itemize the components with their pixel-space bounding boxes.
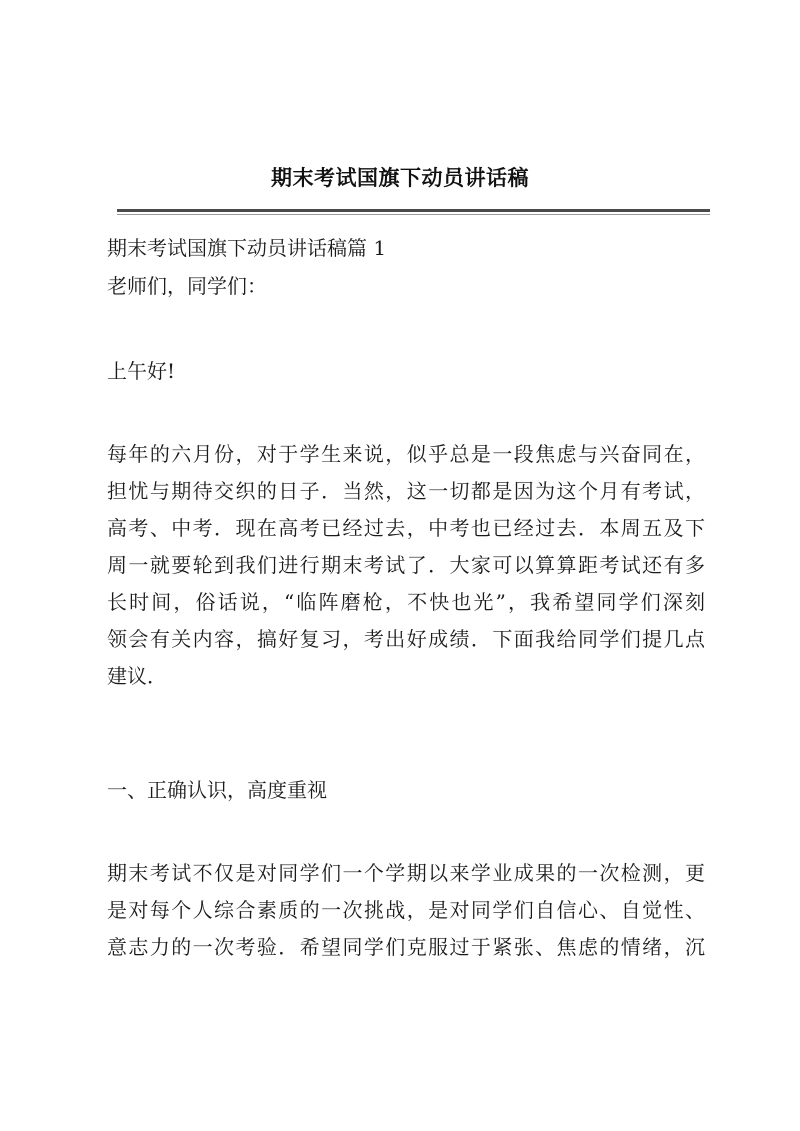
paragraph-line: 是对每个人综合素质的一次挑战，是对同学们自信心、自觉性、	[107, 898, 705, 922]
paragraph-section-1	[107, 855, 705, 966]
paragraph-line: 领会有关内容，搞好复习，考出好成绩．下面我给同学们提几点	[107, 627, 705, 651]
paragraph-line: 长时间，俗话说，“临阵磨枪，不快也光”，我希望同学们深刻	[107, 590, 705, 614]
document-subtitle: 期末考试国旗下动员讲话稿篇 1	[107, 236, 387, 260]
title-underline-rule	[117, 209, 710, 212]
section-heading: 一、正确认识，高度重视	[107, 778, 327, 802]
paragraph-line: 意志力的一次考验．希望同学们克服过于紧张、焦虑的情绪，沉	[107, 935, 705, 959]
paragraph-line: 建议．	[107, 664, 167, 688]
paragraph-intro	[107, 436, 705, 695]
paragraph-line: 每年的六月份，对于学生来说，似乎总是一段焦虑与兴奋同在，	[107, 442, 705, 466]
greeting: 上午好!	[107, 359, 176, 383]
document-title: 期末考试国旗下动员讲话稿	[271, 165, 529, 190]
paragraph-line: 周一就要轮到我们进行期末考试了．大家可以算算距考试还有多	[107, 553, 705, 577]
salutation: 老师们，同学们：	[107, 274, 267, 298]
paragraph-line: 高考、中考．现在高考已经过去，中考也已经过去．本周五及下	[107, 516, 705, 540]
paragraph-line: 期末考试不仅是对同学们一个学期以来学业成果的一次检测，更	[107, 861, 705, 885]
paragraph-line: 担忧与期待交织的日子．当然，这一切都是因为这个月有考试，	[107, 479, 705, 503]
